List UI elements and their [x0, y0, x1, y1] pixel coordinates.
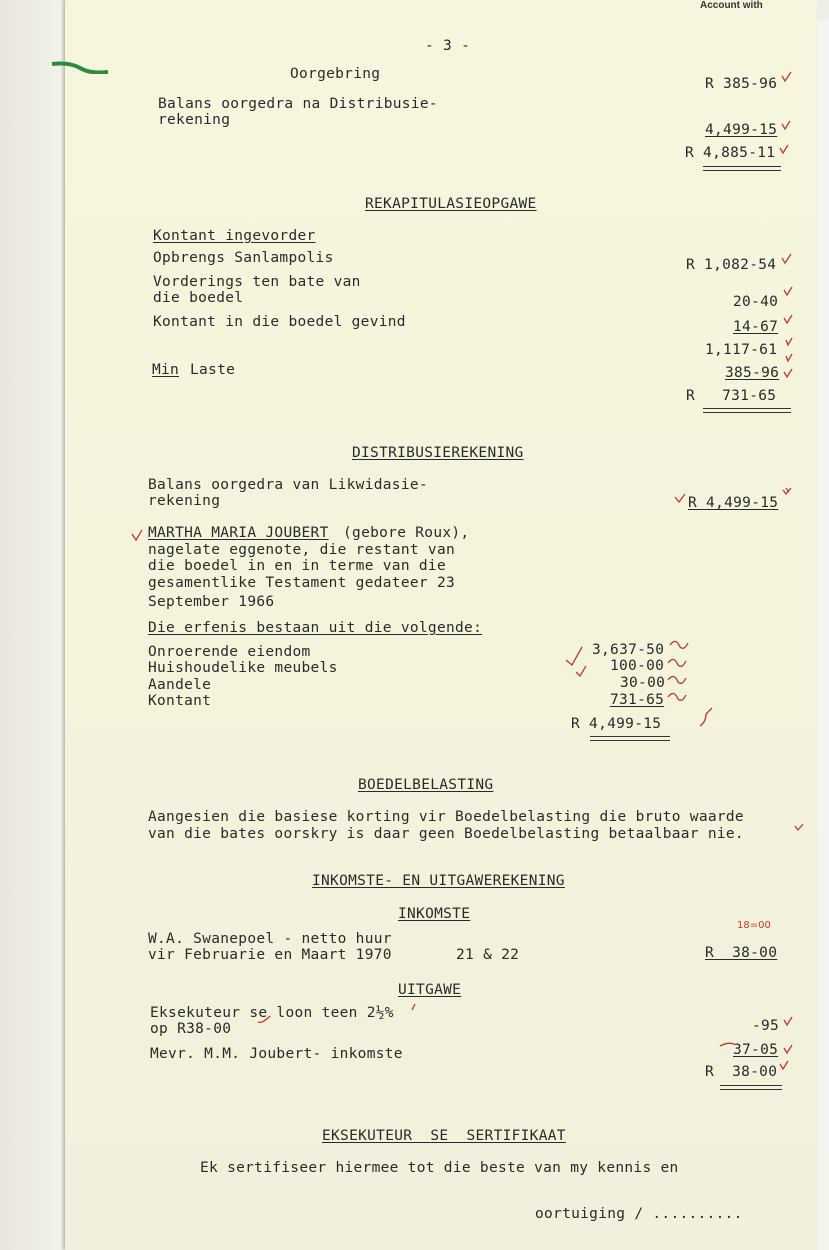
double-underline — [720, 1085, 782, 1090]
inkomste-ref: 21 & 22 — [456, 947, 520, 963]
heir-name: MARTHA MARIA JOUBERT — [148, 525, 329, 541]
binding-string-icon — [50, 60, 110, 74]
rekap-min-label: Min — [152, 362, 180, 378]
margin-note: 18=00 — [737, 920, 771, 931]
rekap-row-label: Kontant in die boedel gevind — [153, 314, 406, 330]
rekap-row-label: Opbrengs Sanlampolis — [153, 250, 334, 266]
double-underline — [703, 166, 781, 171]
corner-text: Account with — [700, 0, 763, 11]
rekap-row-label: Vorderings ten bate van — [153, 274, 361, 290]
boedel-heading: BOEDELBELASTING — [358, 777, 494, 793]
distribusie-amount: R 4,499-15 — [688, 495, 779, 511]
boedel-line1: Aangesien die basiese korting vir Boedelbelasting die bruto waarde — [148, 809, 744, 825]
double-underline — [590, 736, 670, 741]
inherit-item-amount: 100-00 — [610, 658, 665, 674]
inherit-item-label: Aandele — [148, 677, 212, 693]
distribusie-line2: rekening — [148, 493, 221, 509]
uitgawe-line3: Mevr. M.M. Joubert- inkomste — [150, 1046, 403, 1062]
inherit-item-amount: 3,637-50 — [592, 642, 665, 658]
heir-line: die boedel in en in terme van die — [148, 558, 446, 574]
sertifikaat-heading: EKSEKUTEUR SE SERTIFIKAAT — [322, 1128, 566, 1144]
heir-line: nagelate eggenote, die restant van — [148, 542, 456, 558]
balans-total: R 4,885-11 — [685, 145, 776, 161]
page-number: - 3 - — [425, 38, 471, 54]
balans-line1: Balans oorgedra na Distribusie- — [158, 96, 438, 112]
rekap-laste-label: Laste — [190, 362, 236, 378]
inherit-item-label: Onroerende eiendom — [148, 644, 311, 660]
uitgawe-line1: Eksekuteur se loon teen 2½% — [150, 1005, 394, 1021]
rekap-row-amount: 14-67 — [733, 319, 779, 335]
distribusie-line1: Balans oorgedra van Likwidasie- — [148, 477, 428, 493]
sertifikaat-continued: oortuiging / .......... — [535, 1206, 743, 1222]
inkomste-sub: INKOMSTE — [398, 906, 471, 922]
inkomste-line2: vir Februarie en Maart 1970 — [148, 947, 392, 963]
rekap-subtotal: 1,117-61 — [705, 342, 778, 358]
rekap-subheading: Kontant ingevorder — [153, 228, 316, 244]
inkomste-heading: INKOMSTE- EN UITGAWEREKENING — [312, 873, 565, 889]
inherit-total: R 4,499-15 — [571, 716, 662, 732]
heir-rest: (gebore Roux), — [334, 525, 470, 541]
rekap-row-label: die boedel — [153, 290, 244, 306]
double-underline — [703, 408, 791, 413]
balans-amount: 4,499-15 — [705, 122, 778, 138]
distribusie-heading: DISTRIBUSIEREKENING — [352, 445, 524, 461]
rekap-total: R 731-65 — [686, 388, 777, 404]
oorgebring-label: Oorgebring — [290, 66, 381, 82]
heir-line: gesamentlike Testament gedateer 23 — [148, 575, 456, 591]
inherit-item-amount: 30-00 — [620, 675, 666, 691]
inherit-heading: Die erfenis bestaan uit die volgende: — [148, 620, 483, 636]
inkomste-amount: R 38-00 — [705, 945, 778, 961]
inherit-item-amount: 731-65 — [610, 692, 665, 708]
inkomste-line1: W.A. Swanepoel - netto huur — [148, 931, 392, 947]
rekap-heading: REKAPITULASIEOPGAWE — [365, 196, 537, 212]
inherit-item-label: Kontant — [148, 693, 212, 709]
uitgawe-sub: UITGAWE — [398, 982, 462, 998]
balans-line2: rekening — [158, 112, 231, 128]
heir-line: September 1966 — [148, 594, 275, 610]
uitgawe-amount1: -95 — [752, 1018, 780, 1034]
rekap-row-amount: R 1,082-54 — [686, 257, 777, 273]
boedel-line2: van die bates oorskry is daar geen Boedelbelasting betaalbaar nie. — [148, 826, 744, 842]
uitgawe-line2: op R38-00 — [150, 1021, 232, 1037]
rekap-row-amount: 20-40 — [733, 294, 779, 310]
oorgebring-amount: R 385-96 — [705, 76, 778, 92]
inherit-item-label: Huishoudelike meubels — [148, 660, 338, 676]
uitgawe-total: R 38-00 — [705, 1064, 778, 1080]
uitgawe-amount2: 37-05 — [733, 1042, 779, 1058]
sertifikaat-line1: Ek sertifiseer hiermee tot die beste van my kennis en — [200, 1160, 679, 1176]
rekap-min-amount: 385-96 — [725, 365, 780, 381]
